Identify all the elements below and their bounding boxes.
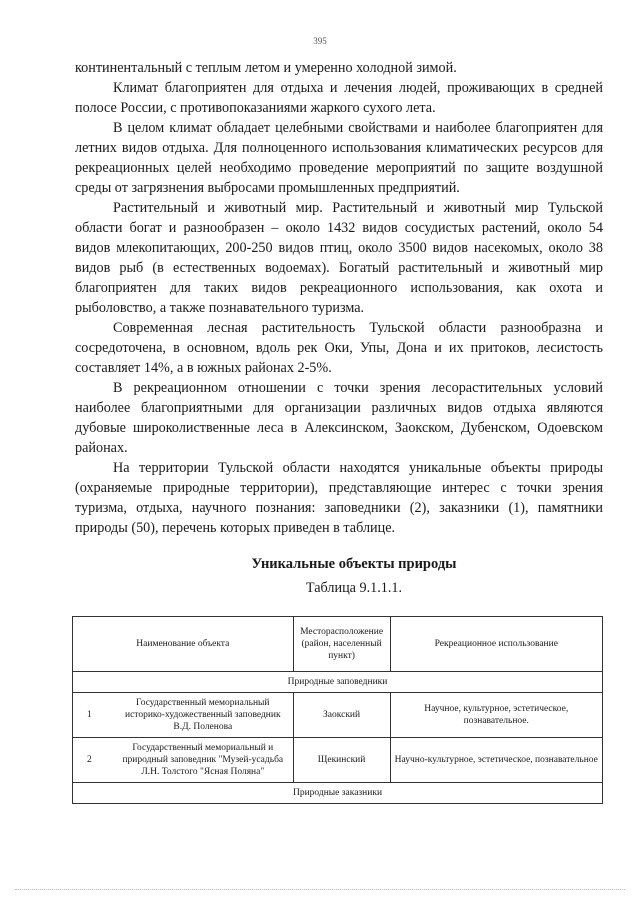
header-name: Наименование объекта	[73, 617, 294, 672]
group-row-sanctuaries	[73, 783, 603, 804]
object-name: Государственный мемориальный историко-художественный заповедник В.Д. Поленова	[125, 698, 281, 732]
object-use: Научно-культурное, эстетическое, познавательное	[390, 738, 602, 783]
object-cell	[73, 693, 294, 738]
table-header-row	[73, 617, 603, 672]
body-text	[75, 58, 603, 538]
object-location: Щекинский	[293, 738, 390, 783]
object-cell	[73, 738, 294, 783]
group-reserves: Природные заповедники	[73, 672, 603, 693]
page-number: 395	[313, 36, 327, 46]
section-title: Уникальные объекты природы	[251, 556, 457, 572]
paragraph-6: В рекреационном отношении с точки зрения лесорастительных условий наиболее благоприятными для организации различных видов отдыха являются дубовые широколиственные леса в Алексинском, Заокском, Дубенском, Одоевском районах.	[75, 380, 603, 456]
table-row	[73, 693, 603, 738]
paragraph-3: В целом климат обладает целебными свойствами и наиболее благоприятен для летних видов отдыха. Для полноценного использования климатических ресурсов для рекреационных целей необходимо проведение мероприятий по защите воздушной среды от загрязнения выбросами промышленных предприятий.	[75, 120, 603, 196]
scan-artifact-line	[15, 889, 625, 890]
paragraph-1: континентальный с теплым летом и умеренно холодной зимой.	[75, 60, 457, 76]
object-location: Заокский	[293, 693, 390, 738]
row-number: 2	[87, 755, 92, 765]
table-row	[73, 738, 603, 783]
table-label: Таблица 9.1.1.1.	[305, 580, 403, 596]
nature-objects-table	[72, 616, 603, 804]
group-sanctuaries: Природные заказники	[73, 783, 603, 804]
header-location: Месторасположение (район, населенный пункт)	[293, 617, 390, 672]
object-use: Научное, культурное, эстетическое, познавательное.	[390, 693, 602, 738]
paragraph-7: На территории Тульской области находятся уникальные объекты природы (охраняемые природные территории), представляющие интерес с точки зрения туризма, отдыха, научного познания: заповедники (2), заказники (1), памятники природы (50), перечень которых приведен в таблице.	[75, 460, 603, 536]
paragraph-5: Современная лесная растительность Тульской области разнообразна и сосредоточена, в основном, вдоль рек Оки, Упы, Дона и их притоков, лесистость составляет 14%, а в южных районах 2-5%.	[75, 320, 603, 376]
paragraph-2: Климат благоприятен для отдыха и лечения людей, проживающих в средней полосе России, с противопоказаниями жаркого сухого лета.	[75, 80, 603, 116]
header-use: Рекреационное использование	[390, 617, 602, 672]
object-name: Государственный мемориальный и природный заповедник "Музей-усадьба Л.Н. Толстого "Ясная Поляна"	[122, 743, 284, 777]
group-row-reserves	[73, 672, 603, 693]
row-number: 1	[87, 710, 92, 720]
paragraph-4: Растительный и животный мир. Растительный и животный мир Тульской области богат и разнообразен – около 1432 видов сосудистых растений, около 54 видов млекопитающих, 200-250 видов птиц, около 3500 видов насекомых, около 38 видов рыб (в естественных водоемах). Богатый растительный и животный мир благоприятен для таких видов рекреационного использования, как охота и рыболовство, а также познавательного туризма.	[75, 200, 603, 316]
